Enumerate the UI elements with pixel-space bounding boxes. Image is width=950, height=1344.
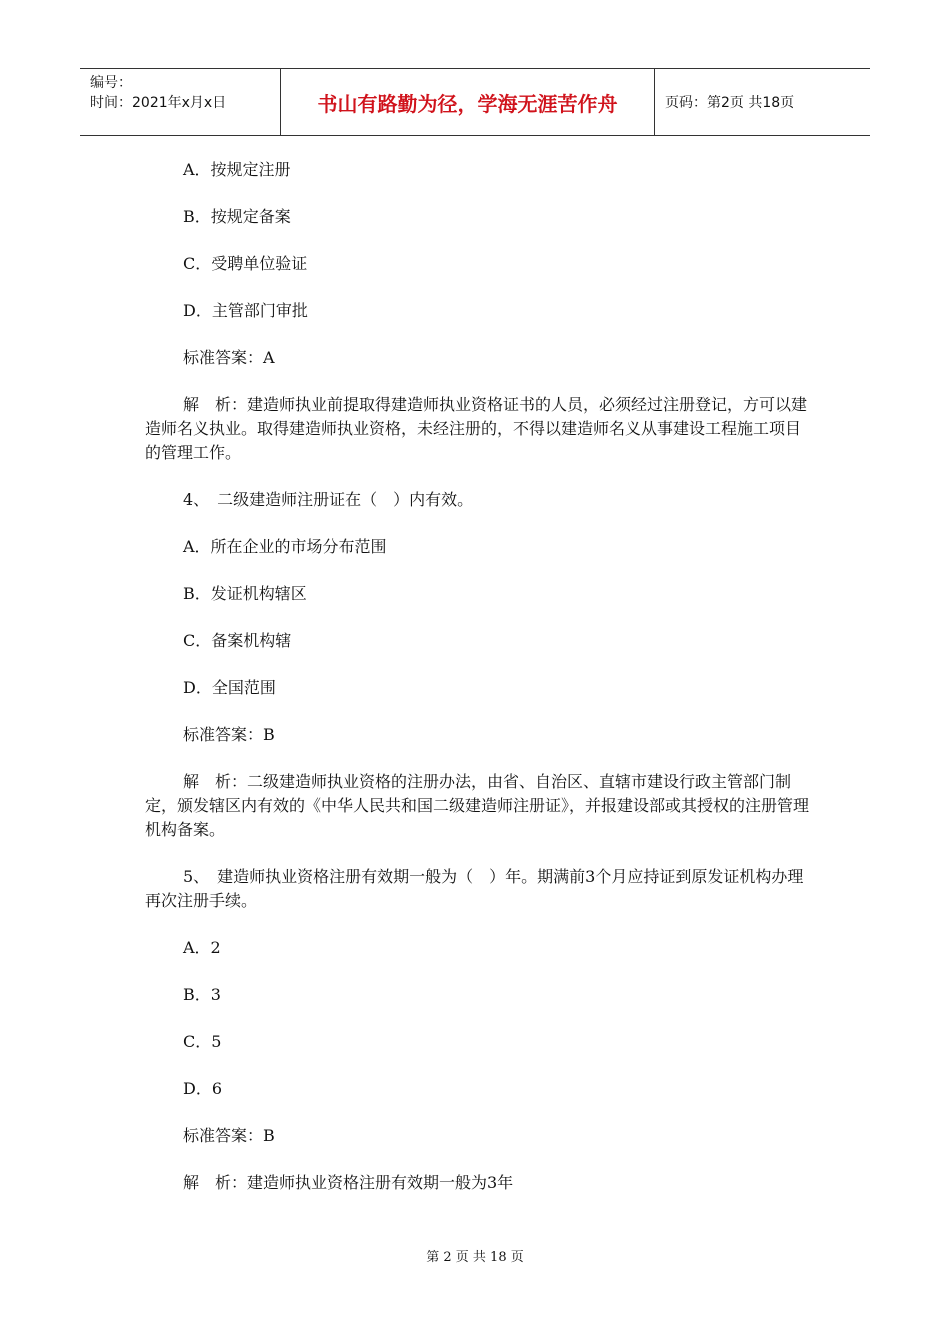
q3-answer: 标准答案：A (183, 348, 275, 367)
q5-question: 5、 建造师执业资格注册有效期一般为（ ）年。期满前3个月应持证到原发证机构办理再次注册手续。 (145, 867, 804, 910)
q3-analysis: 解 析：建造师执业前提取得建造师执业资格证书的人员，必须经过注册登记，方可以建造师名义执业。取得建造师执业资格，未经注册的，不得以建造师名义从事建设工程施工项目的管理工作。 (145, 395, 808, 462)
date-label: 时间：2021年x月x日 (90, 95, 227, 111)
q3-option-a: A．按规定注册 (183, 160, 291, 179)
q4-answer: 标准答案：B (183, 725, 275, 744)
q4-option-a: A．所在企业的市场分布范围 (183, 537, 387, 556)
q4-analysis: 解 析：二级建造师执业资格的注册办法，由省、自治区、直辖市建设行政主管部门制定，颁发辖区内有效的《中华人民共和国二级建造师注册证》，并报建设部或其授权的注册管理机构备案。 (145, 772, 810, 839)
number-label: 编号： (90, 75, 132, 91)
page-footer: 第 2 页 共 18 页 (426, 1250, 524, 1265)
q3-option-b: B．按规定备案 (183, 207, 291, 226)
q4-question: 4、 二级建造师注册证在（ ）内有效。 (183, 490, 474, 509)
q4-option-b: B．发证机构辖区 (183, 584, 307, 603)
page-header (80, 68, 870, 136)
document-body (145, 158, 810, 1218)
q5-analysis: 解 析：建造师执业资格注册有效期一般为3年 (183, 1173, 514, 1192)
header-motto: 书山有路勤为径，学海无涯苦作舟 (281, 69, 655, 135)
q3-option-d: D．主管部门审批 (183, 301, 308, 320)
header-page-info: 页码：第2页 共18页 (665, 95, 795, 111)
header-meta (80, 69, 281, 135)
q5-option-d: D．6 (183, 1079, 223, 1098)
q4-option-d: D．全国范围 (183, 678, 276, 697)
q4-option-c: C．备案机构辖 (183, 631, 292, 650)
q5-option-b: B．3 (183, 985, 221, 1004)
q5-option-a: A．2 (183, 938, 221, 957)
q5-answer: 标准答案：B (183, 1126, 275, 1145)
q5-option-c: C．5 (183, 1032, 222, 1051)
q3-option-c: C．受聘单位验证 (183, 254, 308, 273)
